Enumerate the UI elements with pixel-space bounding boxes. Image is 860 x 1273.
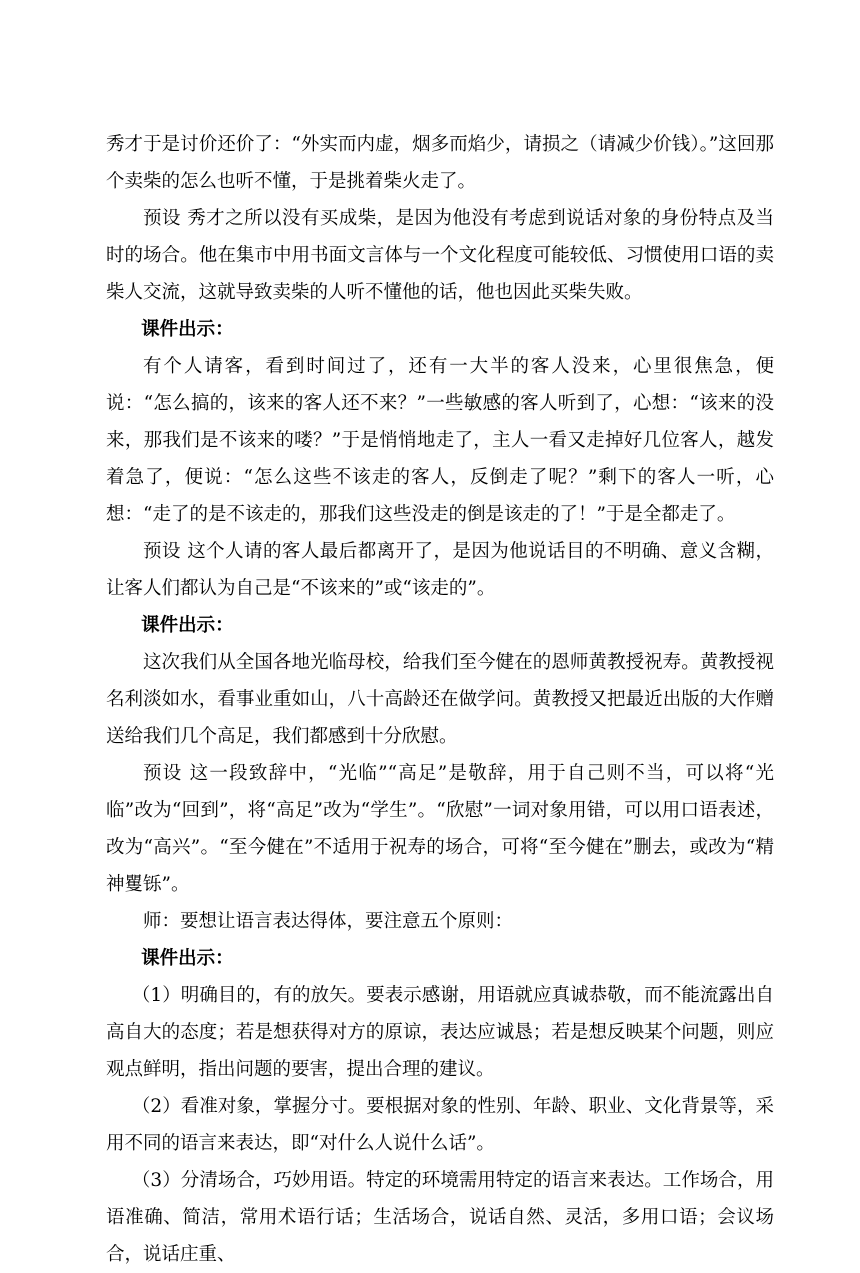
paragraph-preset-1: 预设 秀才之所以没有买成柴，是因为他没有考虑到说话对象的身份特点及当时的场合。他在集市中用书面文言体与一个文化程度可能较低、习惯使用口语的卖柴人交流，这就导致卖柴的人听不懂他的话，他也因此买柴失败。: [106, 208, 774, 303]
paragraph-teacher-note: 师：要想让语言表达得体，要注意五个原则：: [143, 911, 514, 932]
courseware-heading-2: 课件出示：: [141, 615, 234, 636]
paragraph-speech: 这次我们从全国各地光临母校，给我们至今健在的恩师黄教授祝寿。黄教授视名利淡如水，看事业重如山，八十高龄还在做学问。黄教授又把最近出版的大作赠送给我们几个高足，我们都感到十分欣慰。: [106, 652, 774, 747]
document-body: [106, 126, 774, 1273]
courseware-heading-3: 课件出示：: [141, 948, 234, 969]
list-item-principle-3: （3）分清场合，巧妙用语。特定的环境需用特定的语言来表达。工作场合，用语准确、简洁，常用术语行话；生活场合，说话自然、灵活，多用口语；会议场合，说话庄重、: [106, 1170, 774, 1265]
paragraph-preset-2: 预设 这个人请的客人最后都离开了，是因为他说话目的不明确、意义含糊，让客人们都认为自己是“不该来的”或“该走的”。: [106, 541, 774, 599]
paragraph-preset-3: 预设 这一段致辞中，“光临”“高足”是敬辞，用于自己则不当，可以将“光临”改为“回到”，将“高足”改为“学生”。“欣慰”一词对象用错，可以用口语表述，改为“高兴”。“至今健在”不适用于祝寿的场合，可将“至今健在”删去，或改为“精神矍铄”。: [106, 763, 774, 895]
courseware-heading-1: 课件出示：: [141, 319, 234, 340]
list-item-principle-1: （1）明确目的，有的放矢。要表示感谢，用语就应真诚恭敬，而不能流露出自高自大的态度；若是想获得对方的原谅，表达应诚恳；若是想反映某个问题，则应观点鲜明，指出问题的要害，提出合理的建议。: [106, 985, 774, 1080]
list-item-principle-2: （2）看准对象，掌握分寸。要根据对象的性别、年龄、职业、文化背景等，采用不同的语言来表达，即“对什么人说什么话”。: [106, 1096, 774, 1154]
paragraph-guest-story: 有个人请客，看到时间过了，还有一大半的客人没来，心里很焦急，便说：“怎么搞的，该来的客人还不来？”一些敏感的客人听到了，心想：“该来的没来，那我们是不该来的喽？”于是悄悄地走了，主人一看又走掉好几位客人，越发着急了，便说：“怎么这些不该走的客人，反倒走了呢？”剩下的客人一听，心想：“走了的是不该走的，那我们这些没走的倒是该走的了！”于是全都走了。: [106, 356, 774, 525]
paragraph-xiucai-story: 秀才于是讨价还价了：“外实而内虚，烟多而焰少，请损之（请减少价钱）。”这回那个卖柴的怎么也听不懂，于是挑着柴火走了。: [106, 134, 774, 192]
